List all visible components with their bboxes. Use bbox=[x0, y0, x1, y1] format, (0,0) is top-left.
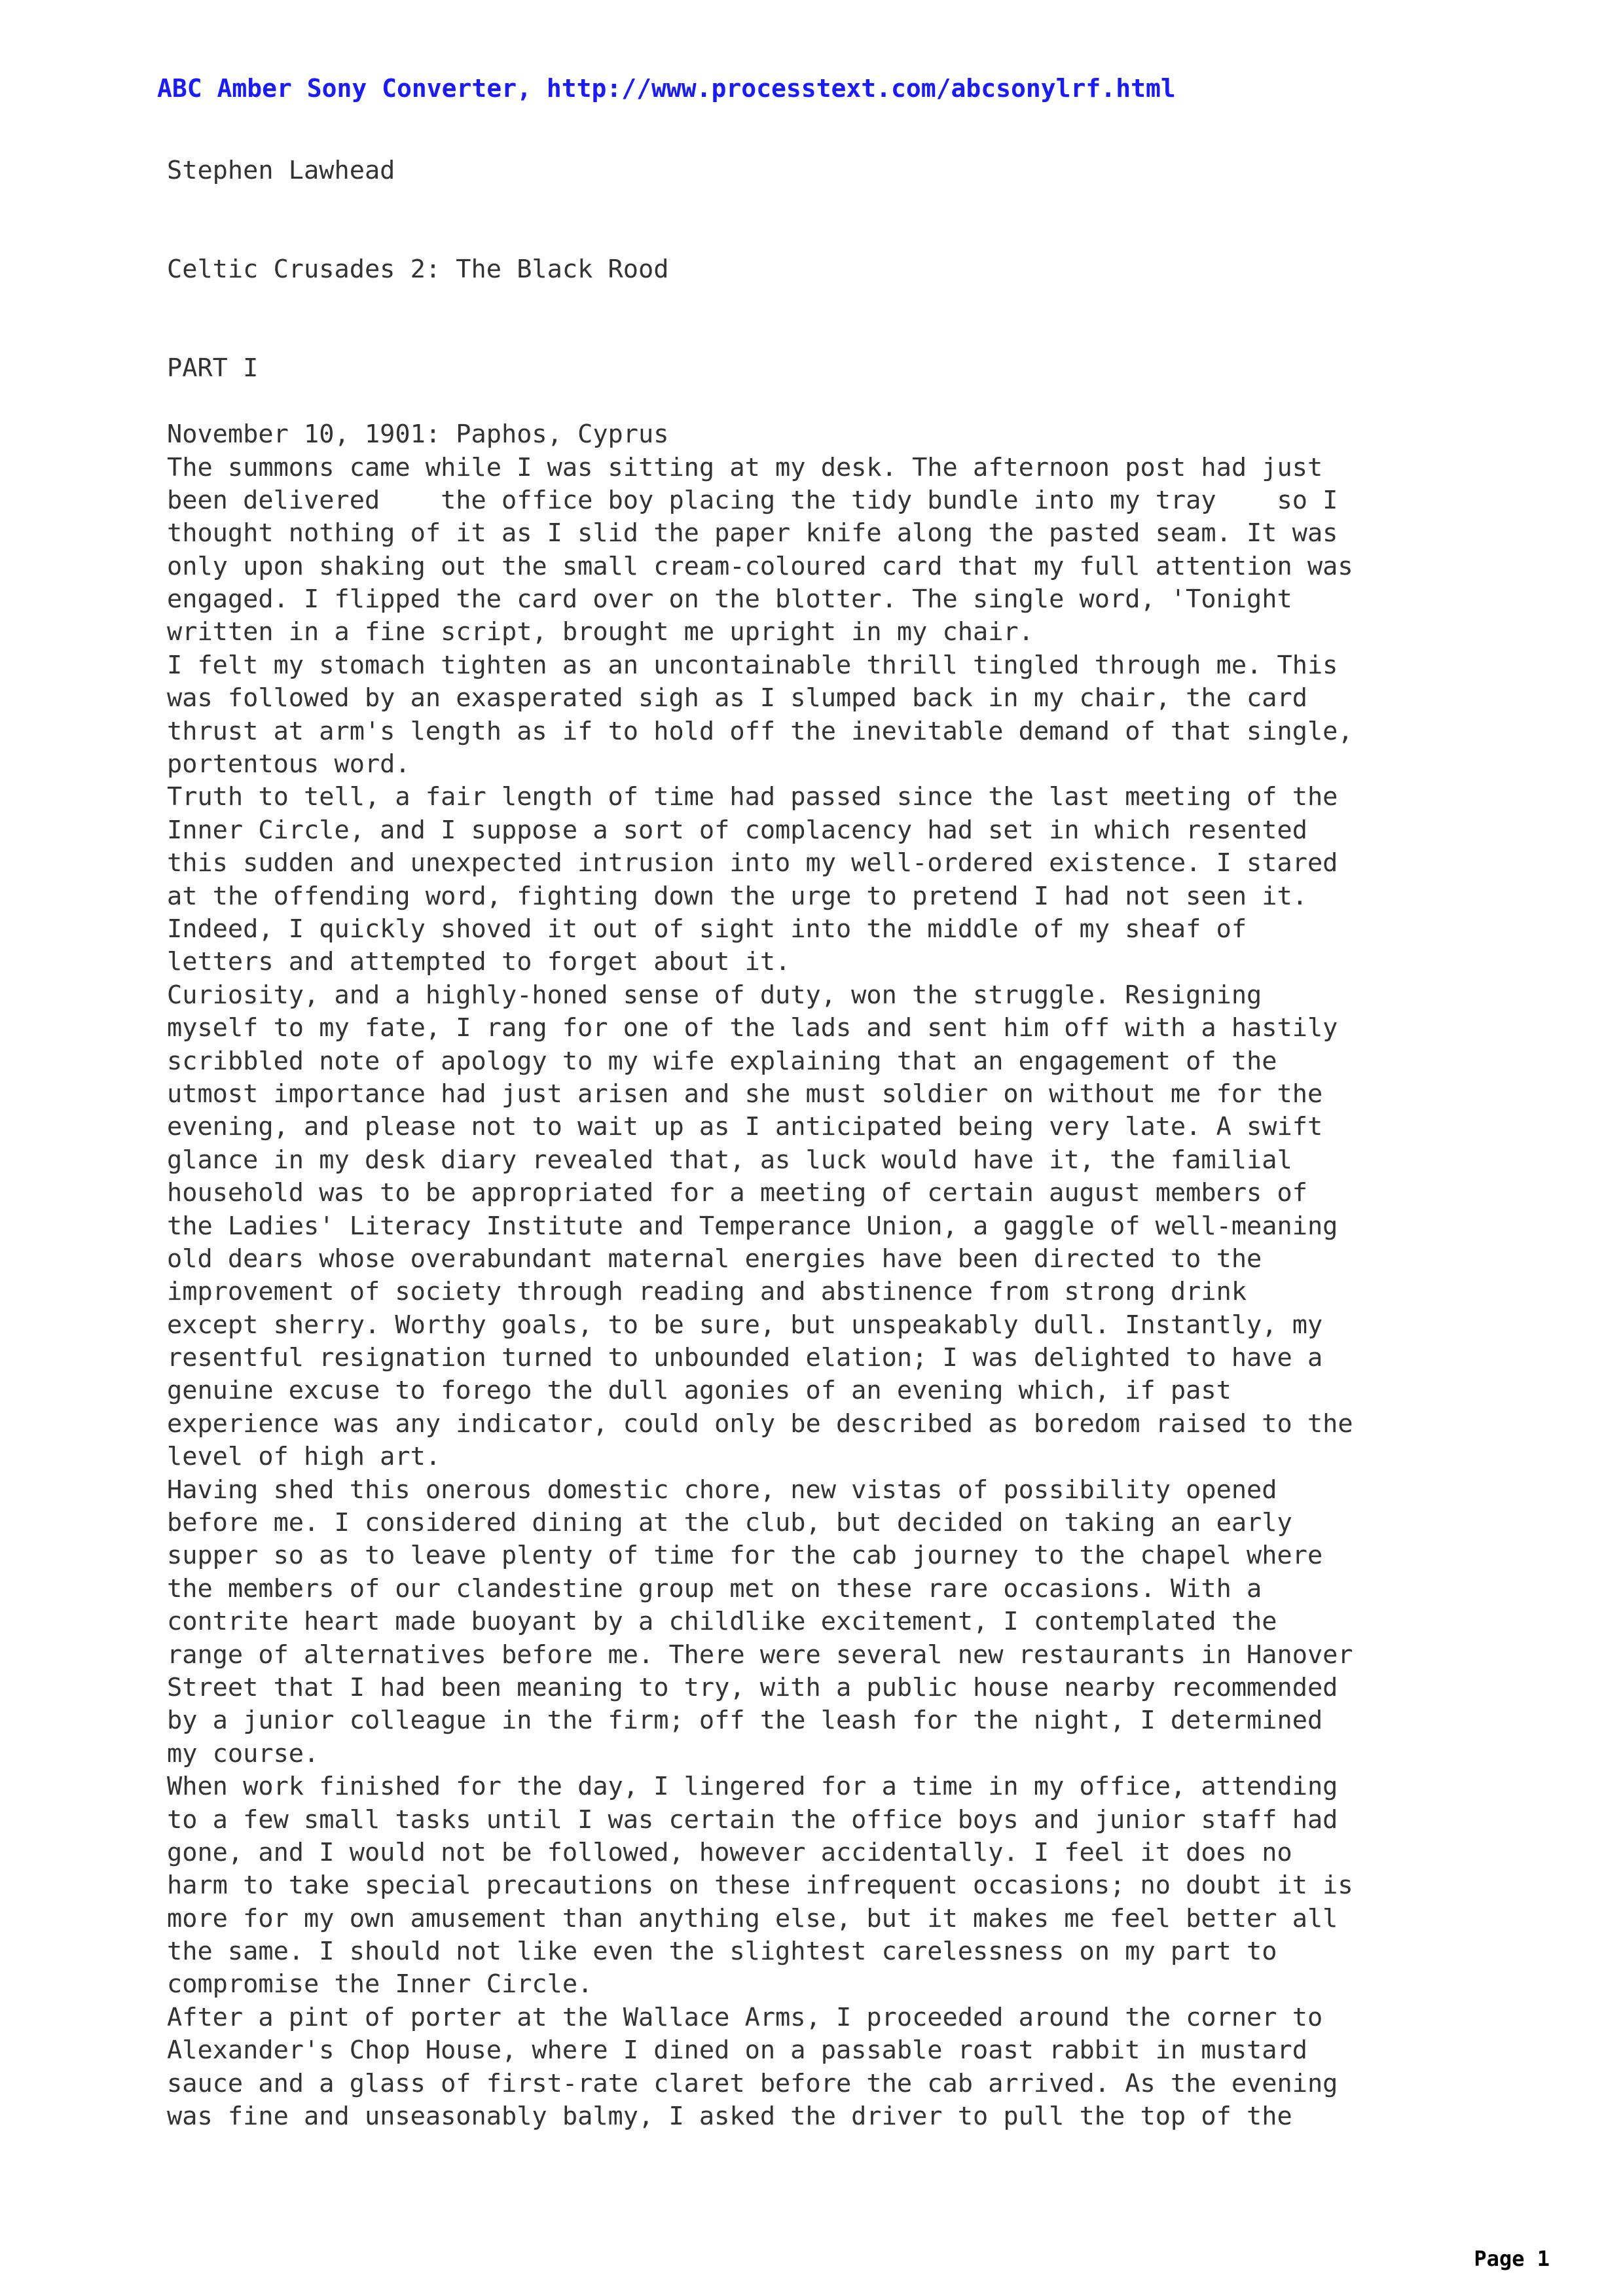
text-line: letters and attempted to forget about it. bbox=[167, 947, 791, 977]
text-line: sauce and a glass of first-rate claret before the cab arrived. As the evening bbox=[167, 2068, 1338, 2098]
text-line: Stephen Lawhead bbox=[167, 156, 395, 185]
text-line: except sherry. Worthy goals, to be sure, but unspeakably dull. Instantly, my bbox=[167, 1310, 1323, 1340]
text-line: compromise the Inner Circle. bbox=[167, 1969, 593, 2000]
text-line: my course. bbox=[167, 1738, 319, 1768]
text-line: contrite heart made buoyant by a childlike excitement, I contemplated the bbox=[167, 1607, 1277, 1637]
text-line: Alexander's Chop House, where I dined on a passable roast rabbit in mustard bbox=[167, 2036, 1307, 2066]
text-line: the members of our clandestine group met on these rare occasions. With a bbox=[167, 1573, 1262, 1604]
text-line: been delivered the office boy placing the tidy bundle into my tray so I bbox=[167, 485, 1338, 515]
text-line: experience was any indicator, could only be described as boredom raised to the bbox=[167, 1408, 1353, 1439]
text-line: engaged. I flipped the card over on the blotter. The single word, 'Tonight bbox=[167, 584, 1292, 615]
text-line: Street that I had been meaning to try, with a public house nearby recommended bbox=[167, 1672, 1338, 1702]
text-line: old dears whose overabundant maternal energies have been directed to the bbox=[167, 1244, 1262, 1274]
text-line: glance in my desk diary revealed that, as luck would have it, the familial bbox=[167, 1145, 1292, 1175]
text-line: November 10, 1901: Paphos, Cyprus bbox=[167, 420, 669, 450]
text-line: improvement of society through reading and abstinence from strong drink bbox=[167, 1277, 1247, 1307]
text-line: When work finished for the day, I lingered for a time in my office, attending bbox=[167, 1772, 1338, 1802]
text-line: genuine excuse to forego the dull agonies of an evening which, if past bbox=[167, 1376, 1231, 1406]
text-line: the same. I should not like even the slightest carelessness on my part to bbox=[167, 1937, 1277, 1967]
page-number: Page 1 bbox=[1474, 2246, 1550, 2271]
text-line bbox=[167, 187, 1568, 220]
text-line: The summons came while I was sitting at my desk. The afternoon post had just bbox=[167, 452, 1323, 482]
text-line: utmost importance had just arisen and she must soldier on without me for the bbox=[167, 1079, 1323, 1109]
text-line: thrust at arm's length as if to hold off the inevitable demand of that single, bbox=[167, 716, 1353, 746]
text-line: thought nothing of it as I slid the paper knife along the pasted seam. It was bbox=[167, 518, 1338, 548]
text-line: to a few small tasks until I was certain the office boys and junior staff had bbox=[167, 1804, 1338, 1835]
text-line: was fine and unseasonably balmy, I asked the driver to pull the top of the bbox=[167, 2102, 1292, 2132]
text-line: PART I bbox=[167, 353, 259, 384]
text-line: After a pint of porter at the Wallace Arms, I proceeded around the corner to bbox=[167, 2002, 1323, 2032]
text-line: harm to take special precautions on these infrequent occasions; no doubt it is bbox=[167, 1871, 1353, 1901]
text-line bbox=[167, 287, 1568, 319]
text-line: household was to be appropriated for a meeting of certain august members of bbox=[167, 1178, 1307, 1208]
text-line: before me. I considered dining at the club, but decided on taking an early bbox=[167, 1508, 1292, 1538]
text-line bbox=[167, 386, 1568, 418]
text-line: Celtic Crusades 2: The Black Rood bbox=[167, 255, 669, 285]
text-line: I felt my stomach tighten as an uncontainable thrill tingled through me. This bbox=[167, 650, 1338, 680]
text-line: was followed by an exasperated sigh as I slumped back in my chair, the card bbox=[167, 683, 1307, 713]
text-line bbox=[167, 319, 1568, 352]
text-line: scribbled note of apology to my wife explaining that an engagement of the bbox=[167, 1046, 1277, 1076]
text-line: Indeed, I quickly shoved it out of sight into the middle of my sheaf of bbox=[167, 914, 1247, 944]
text-line: written in a fine script, brought me upright in my chair. bbox=[167, 617, 1034, 647]
text-line: only upon shaking out the small cream-coloured card that my full attention was bbox=[167, 551, 1353, 581]
text-line: more for my own amusement than anything else, but it makes me feel better all bbox=[167, 1903, 1338, 1933]
text-line: Truth to tell, a fair length of time had passed since the last meeting of the bbox=[167, 782, 1338, 812]
text-line bbox=[167, 221, 1568, 253]
text-line: range of alternatives before me. There were several new restaurants in Hanover bbox=[167, 1640, 1353, 1670]
text-line: resentful resignation turned to unbounded elation; I was delighted to have a bbox=[167, 1343, 1323, 1373]
text-line: by a junior colleague in the firm; off the leash for the night, I determined bbox=[167, 1706, 1323, 1736]
text-line: myself to my fate, I rang for one of the lads and sent him off with a hastily bbox=[167, 1013, 1338, 1043]
text-line: Curiosity, and a highly-honed sense of duty, won the struggle. Resigning bbox=[167, 980, 1262, 1010]
text-line: gone, and I would not be followed, however accidentally. I feel it does no bbox=[167, 1837, 1292, 1867]
text-line: level of high art. bbox=[167, 1442, 441, 1472]
text-line: supper so as to leave plenty of time for the cab journey to the chapel where bbox=[167, 1541, 1323, 1571]
text-line: Having shed this onerous domestic chore, new vistas of possibility opened bbox=[167, 1475, 1277, 1505]
text-line: Inner Circle, and I suppose a sort of complacency had set in which resented bbox=[167, 815, 1307, 845]
text-line: this sudden and unexpected intrusion into my well-ordered existence. I stared bbox=[167, 848, 1338, 878]
converter-banner: ABC Amber Sony Converter, http://www.processtext.com/abcsonylrf.html bbox=[157, 74, 1176, 103]
text-line: evening, and please not to wait up as I anticipated being very late. A swift bbox=[167, 1112, 1323, 1142]
text-line: at the offending word, fighting down the urge to pretend I had not seen it. bbox=[167, 881, 1307, 911]
text-line: portentous word. bbox=[167, 749, 410, 780]
text-line: the Ladies' Literacy Institute and Temperance Union, a gaggle of well-meaning bbox=[167, 1211, 1338, 1241]
page-body bbox=[167, 154, 1568, 2133]
